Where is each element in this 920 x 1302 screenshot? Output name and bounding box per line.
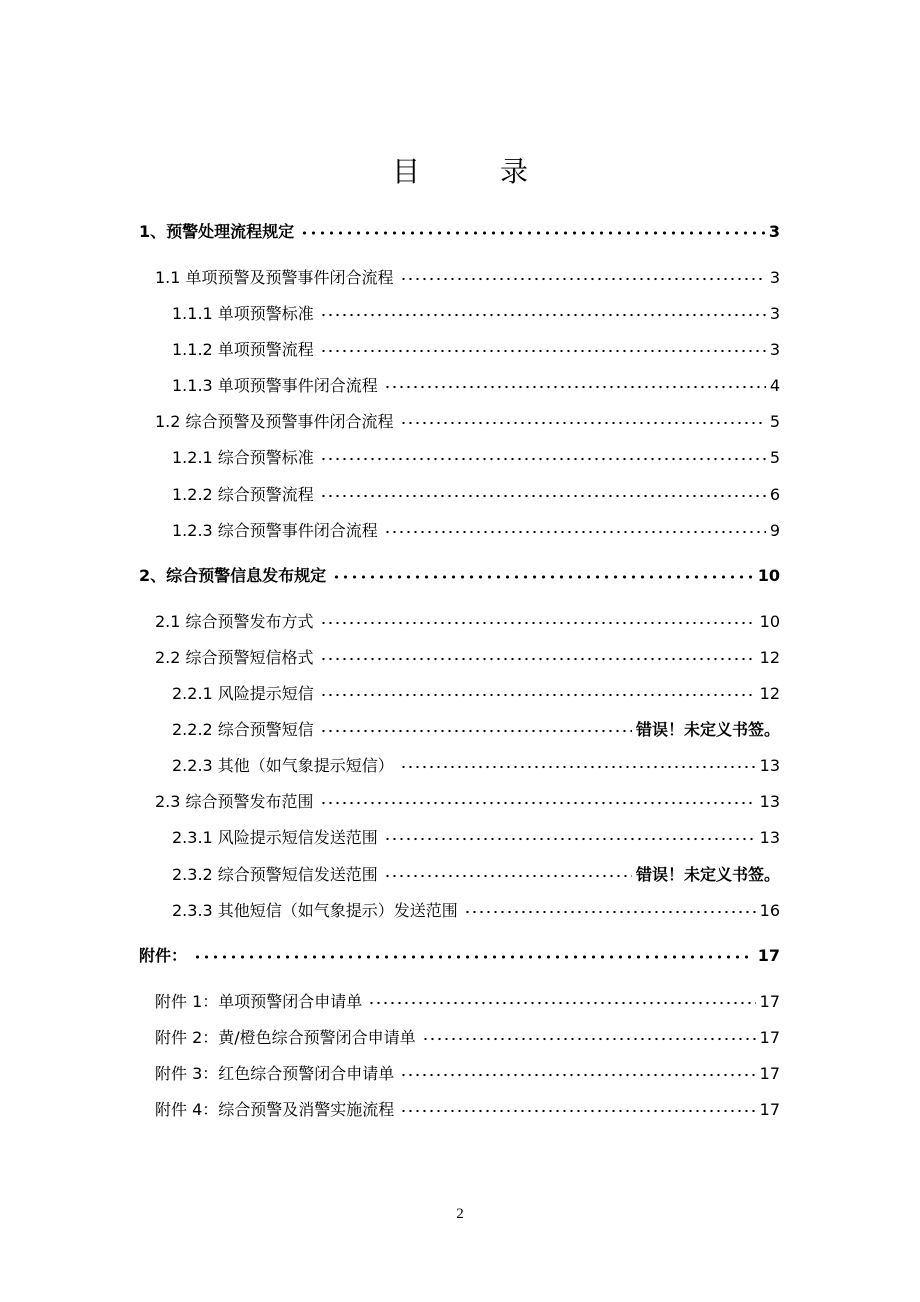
toc-leader-dots: [320, 781, 756, 807]
toc-entry-label: 1、预警处理流程规定: [139, 222, 295, 241]
toc-entry[interactable]: [172, 854, 780, 888]
toc-entry-label: 附件 1：单项预警闭合申请单: [155, 992, 363, 1011]
toc-leader-dots: [400, 745, 756, 771]
toc-entry-page: 17: [759, 992, 780, 1011]
toc-leader-dots: [464, 890, 756, 916]
toc-entry-page-error: 错误！未定义书签。: [635, 865, 780, 884]
toc-entry-page: 17: [759, 1100, 780, 1119]
toc-leader-dots: [320, 437, 766, 463]
toc-entry-page: 3: [769, 304, 780, 323]
toc-entry-page: 17: [759, 1064, 780, 1083]
toc-entry-label: 1.2.3 综合预警事件闭合流程: [172, 521, 378, 540]
toc-leader-dots: [320, 329, 766, 355]
toc-leader-dots: [400, 1089, 755, 1115]
toc-entry-label: 2.3.2 综合预警短信发送范围: [172, 865, 378, 884]
toc-entry[interactable]: [155, 601, 780, 635]
toc-leader-dots: [400, 257, 766, 283]
toc-entry-page: 13: [759, 828, 780, 847]
toc-entry-page: 10: [757, 566, 780, 585]
toc-entry-label: 1.2 综合预警及预警事件闭合流程: [155, 412, 394, 431]
toc-entry[interactable]: [155, 981, 780, 1015]
toc-entry[interactable]: [155, 781, 780, 815]
toc-leader-dots: [422, 1017, 756, 1043]
toc-leader-dots: [384, 854, 632, 880]
toc-entry[interactable]: [139, 555, 780, 589]
toc-entry-page: 10: [759, 612, 780, 631]
toc-leader-dots: [320, 293, 766, 319]
toc-entry[interactable]: [155, 1017, 780, 1051]
toc-entry-page: 3: [769, 340, 780, 359]
toc-leader-dots: [320, 673, 756, 699]
toc-entry-label: 2.2.3 其他（如气象提示短信）: [172, 756, 394, 775]
toc-leader-dots: [193, 935, 754, 961]
toc-entry[interactable]: [172, 745, 780, 779]
toc-entry-page: 12: [759, 684, 780, 703]
toc-entry-page: 12: [759, 648, 780, 667]
toc-title: 目 录: [391, 155, 554, 188]
toc-leader-dots: [320, 637, 756, 663]
toc-entry-label: 2.3.3 其他短信（如气象提示）发送范围: [172, 901, 458, 920]
toc-entry[interactable]: [155, 637, 780, 671]
toc-entry-page: 17: [757, 946, 780, 965]
toc-entry-page: 4: [769, 376, 780, 395]
toc-entry-label: 1.1.3 单项预警事件闭合流程: [172, 376, 378, 395]
toc-entry[interactable]: [139, 211, 780, 245]
toc-entry[interactable]: [172, 365, 780, 399]
toc-leader-dots: [332, 555, 754, 581]
toc-entry-label: 附件 2：黄/橙色综合预警闭合申请单: [155, 1028, 416, 1047]
page-number: 2: [456, 1206, 464, 1222]
toc-entry-label: 1.1.2 单项预警流程: [172, 340, 314, 359]
toc-leader-dots: [400, 401, 766, 427]
toc-entry-label: 2.2.2 综合预警短信: [172, 720, 314, 739]
toc-entry-page: 16: [759, 901, 780, 920]
toc-leader-dots: [320, 601, 756, 627]
toc-leader-dots: [384, 510, 766, 536]
toc-entry-page: 6: [769, 485, 780, 504]
toc-leader-dots: [320, 474, 766, 500]
toc-leader-dots: [368, 981, 755, 1007]
toc-entry-label: 1.1.1 单项预警标准: [172, 304, 314, 323]
toc-leader-dots: [400, 1053, 755, 1079]
toc-entry-label: 2.2 综合预警短信格式: [155, 648, 314, 667]
toc-entry-label: 2.3.1 风险提示短信发送范围: [172, 828, 378, 847]
toc-entry[interactable]: [172, 673, 780, 707]
toc-entry[interactable]: [172, 510, 780, 544]
toc-entry-page: 5: [769, 448, 780, 467]
toc-entry[interactable]: [172, 709, 780, 743]
toc-entry-page: 13: [759, 792, 780, 811]
toc-entry-page: 9: [769, 521, 780, 540]
toc-entry-label: 1.2.1 综合预警标准: [172, 448, 314, 467]
toc-entry-label: 附件：: [139, 946, 188, 965]
toc-entry-label: 2.2.1 风险提示短信: [172, 684, 314, 703]
toc-entry-page: 17: [759, 1028, 780, 1047]
toc-entry[interactable]: [172, 890, 780, 924]
toc-entry-page: 5: [769, 412, 780, 431]
toc-entry-page-error: 错误！未定义书签。: [635, 720, 780, 739]
toc-entry-page: 3: [769, 268, 780, 287]
toc-entry[interactable]: [155, 1053, 780, 1087]
toc-entry-label: 1.1 单项预警及预警事件闭合流程: [155, 268, 394, 287]
toc-entry[interactable]: [172, 329, 780, 363]
toc-entry[interactable]: [155, 1089, 780, 1123]
toc-entry-label: 2.3 综合预警发布范围: [155, 792, 314, 811]
toc-entry[interactable]: [155, 401, 780, 435]
toc-leader-dots: [320, 709, 632, 735]
toc-entry[interactable]: [172, 817, 780, 851]
toc-leader-dots: [384, 817, 756, 843]
toc-leader-dots: [384, 365, 766, 391]
toc-entry-page: 3: [768, 222, 780, 241]
toc-entry[interactable]: [172, 293, 780, 327]
toc-entry[interactable]: [172, 437, 780, 471]
toc-entry-label: 2.1 综合预警发布方式: [155, 612, 314, 631]
toc-entry-page: 13: [759, 756, 780, 775]
toc-entry[interactable]: [139, 935, 780, 969]
toc-entry-label: 1.2.2 综合预警流程: [172, 485, 314, 504]
toc-entry[interactable]: [172, 474, 780, 508]
toc-leader-dots: [300, 211, 765, 237]
toc-entry-label: 2、综合预警信息发布规定: [139, 566, 327, 585]
toc-entry[interactable]: [155, 257, 780, 291]
toc-entry-label: 附件 3：红色综合预警闭合申请单: [155, 1064, 395, 1083]
toc-entry-label: 附件 4：综合预警及消警实施流程: [155, 1100, 395, 1119]
